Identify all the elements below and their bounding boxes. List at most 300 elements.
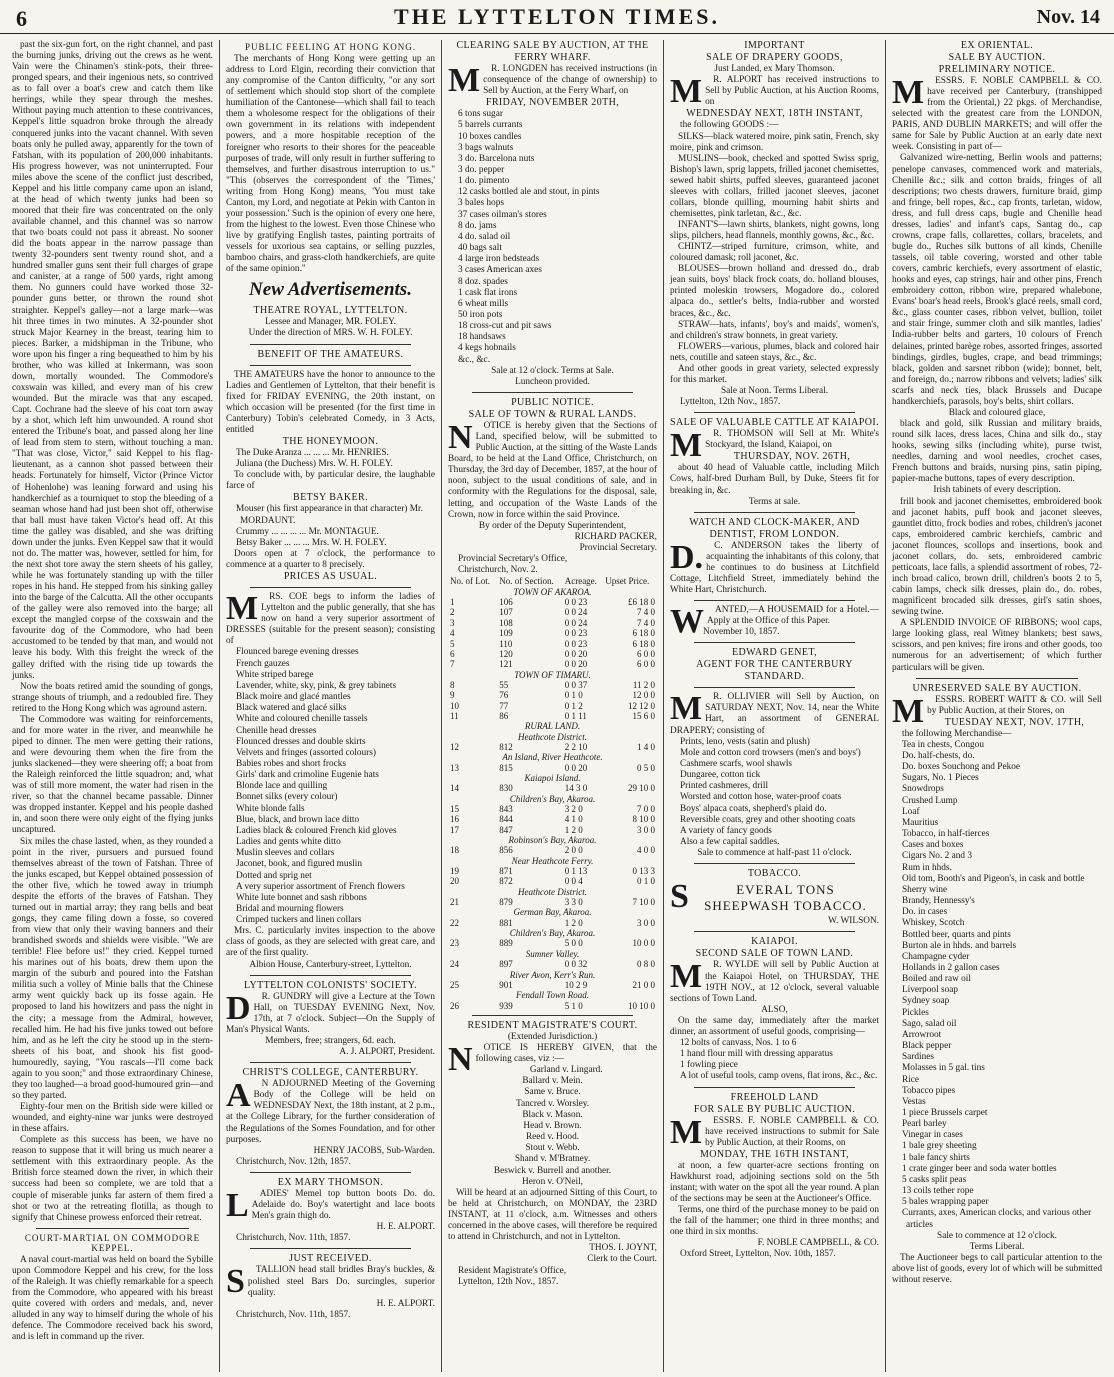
tobacco-heading: TOBACCO. bbox=[747, 868, 802, 880]
table-cell: 19 bbox=[450, 866, 459, 877]
list-item: 6 tons sugar bbox=[458, 109, 503, 120]
section-label: Fendall Town Road. bbox=[516, 990, 589, 1001]
list-item: 8 do. jams bbox=[458, 220, 497, 231]
table-header-row bbox=[448, 576, 657, 586]
column-5 bbox=[886, 40, 1108, 1372]
table-cell: 0 0 20 bbox=[564, 659, 588, 670]
drop-cap: M bbox=[670, 690, 703, 728]
list-item: Girls' dark and crimoline Eugenie hats bbox=[236, 770, 379, 781]
goods-paragraph: And other goods in great variety, selected expressly for this market. bbox=[670, 363, 879, 385]
drop-cap: D bbox=[226, 989, 251, 1027]
list-item: 1 fowling piece bbox=[680, 1060, 738, 1071]
section-label: Kaiapoi Island. bbox=[524, 772, 581, 783]
issue-date: Nov. 14 bbox=[1036, 6, 1100, 28]
table-cell: 0 0 24 bbox=[564, 617, 588, 628]
list-item: Do. half-chests, do. bbox=[902, 751, 975, 761]
half-past-text: Sale to commence at half-past 11 o'clock. bbox=[697, 848, 852, 859]
list-item: Pearl barley bbox=[902, 1119, 947, 1130]
section-row bbox=[448, 794, 657, 804]
table-cell: 26 bbox=[450, 1000, 459, 1011]
table-cell: 7 bbox=[450, 659, 455, 670]
table-cell: 5 0 0 bbox=[564, 938, 583, 949]
list-item: Boiled and raw oil bbox=[902, 974, 971, 985]
coe-ad-text: RS. COE begs to inform the ladies of Lyttelton and the public generally, that she has now on hand a very superior assortment of DRESSES (suitable for the present season); consisting of bbox=[226, 592, 435, 647]
table-row bbox=[448, 1001, 657, 1011]
col-header: Acreage. bbox=[564, 576, 597, 587]
paragraph: Eighty-four men on the British side were killed or wounded, and eighty-nine war junks were destroyed in these affairs. bbox=[12, 1102, 213, 1135]
section-label: Children's Bay, Akaroa. bbox=[509, 793, 596, 804]
freehold-heading: FREEHOLD LAND bbox=[730, 1091, 819, 1103]
table-cell: 856 bbox=[499, 845, 513, 856]
list-item: Black pepper bbox=[902, 1041, 952, 1052]
thomson-text: R. THOMSON will Sell at Mr. White's Stockyard, the Island, Kaiapoi, on bbox=[705, 429, 879, 451]
list-item: Lavender, white, sky, pink, & grey tabinets bbox=[236, 680, 397, 691]
drop-cap: W bbox=[670, 603, 704, 641]
list-item: Rum in hhds. bbox=[902, 862, 952, 873]
divider bbox=[472, 1015, 633, 1016]
ladies-boots-text: ADIES' Memel top button boots Do. do. Adelaide do. Boy's watertight and lace boots Men's grain thigh do. bbox=[251, 1188, 435, 1222]
campbell-text: ESSRS. F. NOBLE CAMPBELL & CO. have received instructions to submit for Sale by Public Auction, at their Rooms, on bbox=[705, 1115, 879, 1148]
list-item: White striped barege bbox=[236, 669, 314, 680]
table-cell: 20 bbox=[450, 876, 459, 887]
table-cell: 11 bbox=[450, 710, 459, 721]
drop-cap: D. bbox=[670, 538, 704, 576]
terms-sale: Terms at sale. bbox=[748, 496, 801, 507]
land-lots-table bbox=[448, 576, 657, 1010]
section-row bbox=[448, 752, 657, 762]
table-cell: 12 0 0 bbox=[632, 690, 655, 701]
column-4 bbox=[664, 40, 886, 1372]
terms-text: Terms Liberal. bbox=[969, 1241, 1025, 1252]
divider bbox=[250, 587, 411, 588]
list-item: Liverpool soap bbox=[902, 985, 959, 996]
drop-cap: S bbox=[670, 878, 689, 916]
table-cell: 55 bbox=[499, 679, 509, 690]
list-item: 1 hand flour mill with dressing apparatus bbox=[680, 1049, 833, 1060]
table-cell: 843 bbox=[499, 804, 513, 814]
goods-paragraph: CHINTZ—striped furniture, crimson, white, and coloured damask; roll jaconet, &c. bbox=[670, 242, 879, 264]
kaiapoi-heading: KAIAPOI. bbox=[751, 936, 798, 948]
goods-list bbox=[448, 109, 657, 366]
table-cell: 6 18 0 bbox=[632, 638, 655, 649]
table-cell: 110 bbox=[499, 638, 513, 649]
table-row bbox=[448, 876, 657, 886]
wilson-signature: W. WILSON. bbox=[828, 916, 879, 927]
table-row bbox=[448, 639, 657, 649]
section-row bbox=[448, 773, 657, 783]
list-item: Printed cashmeres, drill bbox=[680, 781, 769, 792]
amateurs-text: THE AMATEURS have the honor to announce to the Ladies and Gentlemen of Lyttelton, that their benefit is fixed for FRIDAY EVENING, the 20th instant, on which occasion will be presented (for the first time in Canterbury) Tobin's celebrated Comedy, in 3 Acts, entitled bbox=[226, 369, 435, 435]
given-text: OTICE IS HEREBY GIVEN, that the following cases, viz :— bbox=[475, 1043, 657, 1065]
landed-text: Just Landed, ex Mary Thomson. bbox=[714, 64, 835, 74]
drop-cap: M bbox=[670, 427, 703, 465]
alport-auction-text: R. ALPORT has received instructions to Sell by Public Auction, at his Auction Rooms, on bbox=[705, 75, 879, 108]
betsy-baker-title: BETSY BAKER. bbox=[293, 492, 368, 504]
jacobs-signature: HENRY JACOBS, Sub-Warden. bbox=[313, 1145, 435, 1156]
list-item: 5 barrels currants bbox=[458, 120, 523, 131]
list-item: French gauzes bbox=[236, 658, 290, 669]
table-cell: 23 bbox=[450, 938, 459, 949]
section-label: Sumner Valley. bbox=[525, 948, 580, 959]
list-item: Sago, salad oil bbox=[902, 1018, 957, 1029]
list-item: Reversible coats, grey and other shooting coats bbox=[680, 814, 856, 825]
drop-cap: S bbox=[226, 1263, 245, 1301]
table-cell: 2 0 0 bbox=[564, 845, 583, 856]
public-feeling-heading: PUBLIC FEELING AT HONG KONG. bbox=[244, 42, 417, 52]
table-cell: 15 bbox=[450, 804, 459, 814]
also-text: On the same day, immediately after the market dinner, an assortment of useful goods, comprising— bbox=[670, 1015, 879, 1037]
paragraph: past the six-gun fort, on the right channel, and past the burning junks, driving out the crews as he went. Vain were the Chinamen's stink-pots, their three-pronged spears, and their ingenious nets, so contrived as to fall over a boat's crew and catch them like herrings, while they spear through the meshes. Without paying much attention to these contrivances, Keppel's little squadron broke through the already conquered junks into the vacant channel. With seven boats only he pulled away, apparently for the town of Fatshan, with its population of 200,000 inhabitants. His progress however, was not uninterrupted. Four miles above the scene of the conflict just described, Keppel and his little company came upon an island, at the head of which twenty junks had been so moored that their fire was concentrated on the only available channel, and this channel was so narrow that two boats could not pass it abreast. No sooner did the boats appear in the narrow passage than twenty 32-pounders sent twenty round shot, and a hundred smaller guns sent their full charges of grape and canister, at a range of 500 yards, right among them. No gunners could have worked those 32-pounder guns better, or thrown the round shot straighter. Keppel's galley—not a large mark—was hit three times in two minutes. A 32-pounder shot struck Major Kearney in the breast, tearing him to pieces. Barker, a midshipman in the Tribune, who wore upon his finger a ring bequeathed to him by his brother, who was killed at Inkermann, was soon down, mortally wounded. The Commodore's coxswain was killed, and every man of his crew wounded. But the miracle was that any escaped. Capt. Cochrane had the sleeve of his coat torn away by a shot, which left him unwounded. A round shot entered the Tribune's boat, and passed along her line of lead from stem to stern, without touching a man. "That was close, Victor," said Keppel to his flag-lieutenant, as a cannon shot passed between their heads. Fortunately for himself, Victor (Prince Victor of Hohenlohe) was leaning forward and using his handkerchief as a tourniquet to stop the bleeding of a seaman whose hand had just been shot off, otherwise that ball must have taken Victor's head off. At this time the galley was disabled, and she was drifting down under the junks. Even Keppel saw that it would not do. The matter was, however, settled for him, for the next shot tore away the stern sheets of his galley, while he was fortunately standing up with the tiller ropes in his hand. He stepped from his sinking galley into the barge of the Calcutta. All the other occupants of the galley were also removed into the barge; all except the mangled corpse of the coxswain and the favourite dog of the Commodore, who had been accustomed to be tended by that man, and would not leave his body. With this freight the wreck of the galley drifted with the rising tide up towards the junks. bbox=[12, 40, 213, 681]
table-cell: 0 0 20 bbox=[564, 648, 588, 659]
table-cell: 0 0 24 bbox=[564, 607, 588, 618]
table-cell: 8 10 0 bbox=[632, 814, 655, 825]
table-row bbox=[448, 980, 657, 990]
divider bbox=[694, 642, 855, 643]
friday-date: FRIDAY, NOVEMBER 20TH, bbox=[485, 97, 620, 109]
list-item: Chenille head dresses bbox=[236, 725, 317, 736]
table-row bbox=[448, 690, 657, 700]
goods-paragraph: BLOUSES—brown holland and dressed do., drab jean suits, boys' black frock coats, do. holland blouses, printed moleskin trowsers, Mogadore do., colored alpaca do., settler's belts, India-rubber and worsted braces, &c., &c. bbox=[670, 264, 879, 319]
section-label: Children's Bay, Akaroa. bbox=[509, 928, 596, 939]
list-item: Loaf bbox=[902, 806, 920, 817]
table-cell: 17 bbox=[450, 824, 459, 835]
list-item: Crimped tuckers and linen collars bbox=[236, 915, 362, 926]
drapery-items-list bbox=[670, 737, 879, 849]
newspaper-title: THE LYTTELTON TIMES. bbox=[394, 4, 720, 29]
divider bbox=[250, 1062, 411, 1063]
section-row bbox=[448, 721, 657, 731]
table-cell: 847 bbox=[499, 824, 513, 835]
table-cell: 4 0 0 bbox=[637, 845, 655, 856]
tuesday-date: TUESDAY NEXT, NOV. 17TH, bbox=[944, 716, 1085, 728]
divider bbox=[250, 1248, 411, 1249]
campbell-text-2: at noon, a few quarter-acre sections fronting on Hawkhurst road, adjoining sections sold on the 5th instant; with water on the spot all the year round. A plan of the sections may be seen at the Auctioneer's Office. bbox=[670, 1160, 879, 1204]
list-item: Pickles bbox=[902, 1007, 929, 1018]
list-item: 13 coils tether rope bbox=[902, 1186, 974, 1197]
table-row bbox=[448, 742, 657, 752]
case-item: Garland v. Lingard. bbox=[529, 1065, 603, 1076]
table-cell: £6 18 0 bbox=[628, 597, 655, 608]
table-row bbox=[448, 938, 657, 948]
table-row bbox=[448, 701, 657, 711]
section-row bbox=[448, 856, 657, 866]
section-label: An Island, River Heathcote. bbox=[502, 752, 603, 763]
table-row bbox=[448, 845, 657, 855]
list-item: Cashmere scarfs, wool shawls bbox=[680, 758, 793, 769]
honeymoon-title: THE HONEYMOON. bbox=[282, 435, 379, 447]
list-item: Crushed Lump bbox=[902, 795, 958, 806]
list-item: Currants, axes, American clocks, and various other articles bbox=[902, 1208, 1092, 1230]
list-item: Hollands in 2 gallon cases bbox=[902, 962, 1000, 973]
drop-cap: L bbox=[226, 1186, 249, 1224]
case-item: Tancred v. Worsley. bbox=[515, 1098, 590, 1109]
monday-date: MONDAY, THE 16TH INSTANT, bbox=[699, 1148, 850, 1160]
table-cell: 901 bbox=[499, 979, 513, 990]
mag-date: Lyttelton, 12th Nov., 1857. bbox=[458, 1276, 559, 1287]
adjourned-text: N ADJOURNED Meeting of the Governing Body of the College will be held on WEDNESDAY Next, the 18th instant, at 2 p.m., at the College Library, for the further consideration of the Regulations of the Somes Foundation, and for other purposes. bbox=[226, 1079, 435, 1145]
list-item: Jaconet, book, and figured muslin bbox=[236, 859, 362, 870]
extended-text: (Extended Jurisdiction.) bbox=[507, 1031, 598, 1042]
list-item: Dotted and sprig net bbox=[236, 870, 312, 881]
table-cell: 10 10 0 bbox=[628, 1000, 655, 1011]
list-item: 3 do. pepper bbox=[458, 164, 505, 175]
list-item: 3 cases American axes bbox=[458, 265, 542, 276]
list-item: 50 iron pots bbox=[458, 310, 503, 320]
table-cell: 830 bbox=[499, 783, 513, 794]
table-cell: 939 bbox=[499, 1000, 513, 1011]
list-item: 1 bale grey sheeting bbox=[902, 1141, 977, 1152]
anderson-text: C. ANDERSON takes the liberty of acquainting the inhabitants of this colony, that he continues to do business at Litchfield Cottage, Litchfield Street, immediately behind the White Hart, Christchurch. bbox=[670, 540, 879, 595]
merch-text: the following Merchandise— bbox=[902, 728, 1012, 739]
stallion-text: TALLION head stall bridles Bray's buckles, & polished steel Bars Do. surcingles, superior quality. bbox=[247, 1265, 435, 1298]
list-item: White blonde falls bbox=[236, 803, 305, 814]
wednesday-date: WEDNESDAY NEXT, 18TH INSTANT, bbox=[686, 108, 863, 120]
lessee: Lessee and Manager, MR. FOLEY. bbox=[265, 317, 396, 328]
list-item: 1 cask flat irons bbox=[458, 287, 518, 298]
list-item: Cases and boxes bbox=[902, 840, 964, 851]
goods-paragraph: INFANT'S—lawn shirts, blankets, night gowns, long slips, pilchers, head flannels, monthly gowns, &c., &c. bbox=[670, 220, 879, 242]
list-item: Sydney soap bbox=[902, 996, 950, 1007]
table-cell: 0 1 13 bbox=[564, 866, 588, 877]
ollivier-text: R. OLLIVIER will Sell by Auction, on SATURDAY NEXT, Nov. 14, near the White Hart, an assortment of GENERAL DRAPERY; consisting of bbox=[670, 692, 879, 736]
office-text: Provincial Secretary's Office, bbox=[458, 554, 568, 565]
table-cell: 1 2 0 bbox=[564, 917, 583, 928]
list-item: Tobacco, in half-tierces bbox=[902, 829, 990, 840]
section-label: Near Heathcote Ferry. bbox=[511, 855, 594, 866]
mag-office: Resident Magistrate's Office, bbox=[458, 1265, 567, 1276]
alport-signature: H. E. ALPORT. bbox=[376, 1298, 435, 1309]
goods-paragraph: MUSLINS—book, checked and spotted Swiss sprig, Bishop's lawn, sprig lappets, frilled jaconet chemisettes, sewed habit shirts, puffed sleeves, guaranteed jaconet sleeves with collars, frilled jaconet sleeves, jaconet collars, blonde quilling, mourning habit shirts and chemisettes, pink tarletan, &c., &c. bbox=[670, 153, 879, 219]
list-item: Flounced dresses and double skirts bbox=[236, 736, 366, 747]
freehold-subheading: FOR SALE BY PUBLIC AUCTION. bbox=[693, 1103, 856, 1115]
table-row bbox=[448, 628, 657, 638]
commence-text: Sale to commence at 12 o'clock. bbox=[937, 1230, 1057, 1241]
table-cell: 7 0 0 bbox=[637, 804, 655, 814]
watch-heading: WATCH AND CLOCK-MAKER, AND DENTIST, FROM LONDON. bbox=[689, 516, 860, 540]
following-text: the following GOODS :— bbox=[680, 120, 779, 131]
divider bbox=[250, 975, 411, 976]
list-item: Babies robes and short frocks bbox=[236, 759, 346, 769]
campbell-address: Oxford Street, Lyttelton, Nov. 10th, 1857. bbox=[680, 1249, 836, 1260]
divider bbox=[694, 412, 855, 413]
table-cell: 86 bbox=[499, 710, 509, 721]
table-cell: 872 bbox=[499, 876, 513, 887]
splendid-text: A SPLENDID INVOICE OF RIBBONS; wool caps, large looking glass, real Witney blankets; best saws, scissors, and pen knives; fire irons and other goods, too numerous for an advertisement; of which further particulars will be given. bbox=[892, 618, 1102, 673]
section-row bbox=[448, 835, 657, 845]
section-label: Heathcote District. bbox=[518, 731, 587, 742]
cast-line: The Duke Aranza ... ... ... Mr. HENRIES. bbox=[236, 447, 389, 458]
table-row bbox=[448, 680, 657, 690]
table-cell: 0 1 2 bbox=[564, 700, 583, 711]
table-cell: 3 0 0 bbox=[637, 824, 655, 835]
case-item: Heron v. O'Neil, bbox=[522, 1176, 583, 1187]
col-header: No. of Lot. bbox=[450, 576, 490, 587]
divider bbox=[694, 863, 855, 864]
table-row bbox=[448, 814, 657, 824]
case-item: Ballard v. Mein. bbox=[522, 1076, 583, 1087]
col-header: Upset Price. bbox=[605, 576, 650, 587]
alport-signature: H. E. ALPORT. bbox=[376, 1222, 435, 1233]
merchandise-list bbox=[892, 740, 1102, 1231]
list-item: 8 doz. spades bbox=[458, 276, 508, 287]
table-cell: 108 bbox=[499, 617, 513, 628]
table-row bbox=[448, 804, 657, 814]
list-item: Ladies and gents white ditto bbox=[236, 837, 341, 848]
drop-cap: M bbox=[670, 1113, 703, 1151]
table-cell: 0 0 32 bbox=[564, 959, 588, 970]
list-item: Flounced barege evening dresses bbox=[236, 647, 359, 658]
table-cell: 13 bbox=[450, 762, 459, 773]
section-row bbox=[448, 887, 657, 897]
table-cell: 0 0 23 bbox=[564, 628, 588, 639]
list-item: Blue, black, and brown lace ditto bbox=[236, 814, 360, 825]
table-cell: 3 bbox=[450, 617, 455, 628]
section-label: Heathcote District. bbox=[518, 886, 587, 897]
section-row bbox=[448, 907, 657, 917]
list-item: 5 bales wrapping paper bbox=[902, 1197, 989, 1208]
galvanized-text: Galvanized wire-netting, Berlin wools and patterns; penelope canvases, commenced work and materials, Chenille &c.; silk and cotton braids, fringes of all descriptions; two chests drawers, furniture braid, gimp and fringe, bell ropes, &c., cap fronts, tarletan, widow, dress, and full dress caps, bugle and Chenille head dresses, ladies' and infant's caps, Santag do., cap crowns, crape falls, collarettes, collars, bracelets, and bugle do., Ruches silk buttons of all kinds, Chenille tassels, oil table covering, worsted and other table covers, cambric kerchiefs, every assortment of elastic, hooks and eyes, cap strings, hair and other pins, French embroidery cotton, ribbon wire, prepared whalebone, Evans' boar's head reels, Brook's glacé reels, small cord, &c., glass counter cases, ribbon velvet, bullion, toilet and stair fringe, summer cloth and silk mantles, ladies' India-rubber belts and garters, 10 colours of French delaines, printed barège robes, assorted fringes, assorted bindings, girdles, bugles, crape, and bead trimmings; black, golden and sarsnet ribbon (wide); bonnet, belt, and foreign, do.; narrow ribbons and velvets; ladies' silk scarfs and neck ties, black Brussels and Ducape handkerchiefs, parasols, boy's belts, shirt collars. bbox=[892, 153, 1102, 407]
table-cell: 18 bbox=[450, 845, 459, 856]
section-label: TOWN OF TIMARU. bbox=[514, 669, 591, 680]
alport-signature: A. J. ALPORT, President. bbox=[339, 1047, 435, 1058]
masthead bbox=[0, 0, 1114, 34]
table-cell: 815 bbox=[499, 762, 513, 773]
list-item: 1 crate ginger beer and soda water bottles bbox=[902, 1163, 1057, 1174]
table-cell: 5 1 0 bbox=[564, 1000, 583, 1011]
drop-cap: M bbox=[670, 73, 703, 111]
table-cell: 7 4 0 bbox=[637, 617, 655, 628]
cast-line: Mouser (his first appearance in that character) Mr. MORDAUNT. bbox=[236, 504, 423, 526]
case-item: Black v. Mason. bbox=[522, 1109, 583, 1120]
column-3 bbox=[442, 40, 664, 1372]
sale-noon: Sale at Noon. Terms Liberal. bbox=[720, 385, 829, 396]
divider bbox=[694, 1087, 855, 1088]
useful-goods-list bbox=[670, 1038, 879, 1083]
table-cell: 7 4 0 bbox=[637, 607, 655, 618]
just-received-heading: JUST RECEIVED. bbox=[289, 1253, 372, 1265]
drapery-goods-list bbox=[670, 132, 879, 386]
court-martial-heading: COURT-MARTIAL ON COMMODORE KEPPEL. bbox=[24, 1232, 201, 1253]
table-cell: 1 bbox=[450, 597, 455, 608]
lyttelton-date: Lyttelton, 12th Nov., 1857. bbox=[680, 397, 781, 408]
list-item: 12 bolts of canvass, Nos. 1 to 6 bbox=[680, 1037, 797, 1048]
list-item: Whiskey, Scotch bbox=[902, 918, 965, 929]
thomson-text-2: about 40 head of Valuable cattle, including Milch Cows, half-bred Durham Bull, by Duke, Steers fit for breaking in, &c. bbox=[670, 463, 879, 496]
column-1 bbox=[6, 40, 220, 1372]
divider bbox=[472, 392, 633, 393]
divider bbox=[694, 600, 855, 601]
table-cell: 25 bbox=[450, 979, 459, 990]
resident-court-heading: RESIDENT MAGISTRATE'S COURT. bbox=[467, 1019, 638, 1031]
table-cell: 12 bbox=[450, 741, 459, 752]
table-cell: 121 bbox=[499, 659, 513, 670]
case-item: Head v. Brown. bbox=[523, 1120, 582, 1131]
paragraph: Complete as this success has been, we have no reason to suppose that it will bring us much nearer a settlement with this extraordinary people. As the British force steamed down the river, in which their success had been so complete, we are told that a couple of miserable junks far astern of them fired a shot or two at the retreating flotilla, as though to signify that Chinese prowess enforced their retreat. bbox=[12, 1135, 213, 1223]
list-item: Vestas bbox=[902, 1096, 926, 1107]
table-cell: 15 6 0 bbox=[632, 710, 655, 721]
table-cell: 881 bbox=[499, 917, 513, 928]
list-item: 3 bags walnuts bbox=[458, 142, 514, 153]
list-item: 18 cross-cut and pit saws bbox=[458, 321, 552, 332]
drop-cap: M bbox=[670, 958, 703, 996]
direction: Under the direction of MRS. W. H. FOLEY. bbox=[248, 328, 413, 339]
list-item: Ladies black & coloured French kid gloves bbox=[236, 825, 397, 836]
ex-oriental-heading: EX ORIENTAL. bbox=[960, 40, 1034, 51]
section-row bbox=[448, 587, 657, 597]
thursday-date: THURSDAY, NOV. 26TH, bbox=[733, 451, 851, 463]
list-item: Worsted and cotton hose, water-proof coats bbox=[680, 792, 842, 803]
table-cell: 6 0 0 bbox=[637, 659, 655, 670]
coe-close: Mrs. C. particularly invites inspection to the above class of goods, as they are selected with great care, and are of the first quality. bbox=[226, 926, 435, 959]
table-cell: 21 bbox=[450, 897, 459, 908]
list-item: Sherry wine bbox=[902, 884, 948, 895]
table-cell: 0 0 4 bbox=[564, 876, 583, 887]
luncheon: Luncheon provided. bbox=[515, 376, 590, 387]
prices-text: PRICES AS USUAL. bbox=[283, 571, 378, 583]
table-cell: 812 bbox=[499, 741, 513, 752]
case-item: Shand v. M'Bratney. bbox=[514, 1154, 591, 1165]
list-item: White and coloured chenille tassels bbox=[236, 714, 368, 725]
table-cell: 0 0 37 bbox=[564, 679, 588, 690]
paragraph: Now the boats retired amid the sounding of gongs, strange shouts of triumph, and a redoubled fire. They retired to the Hong Kong which was aground astern. bbox=[12, 681, 213, 714]
public-feeling-text: The merchants of Hong Kong were getting up an address to Lord Elgin, recording their conviction that any compromise of the Canton difficulty, "or any sort of settlement which should stop short of the complete humiliation of the Cantonese—which shall fail to teach them a wholesome respect for the obligations of their own government in its relations with independent powers, and a more hospitable reception of the foreigner who resorts to their shores for the peaceable purposes of trade, will only result in further suffering to themselves, and further disastrous interruption to us." "This (observes the correspondent of the 'Times,' writing from Hong Kong) means, 'You must take Canton, my Lord, and negotiate at Pekin with Canton in your possession.' Such is the opinion of every one here, from the highest to the lowest. Even those Chinese who live by gratifying English tastes, painting portraits of vessels for uxorious sea captains, or selling puzzles, bamboo chairs, and grass-cloth handkerchiefs, are quite of the same opinion." bbox=[226, 54, 435, 275]
important-heading: IMPORTANT bbox=[744, 40, 805, 51]
case-item: Same v. Bruce. bbox=[524, 1087, 581, 1098]
table-cell: 77 bbox=[499, 700, 509, 711]
list-item: 12 casks bottled ale and stout, in pints bbox=[458, 187, 600, 198]
packer-title: Provincial Secretary. bbox=[579, 542, 657, 553]
paragraph: The Commodore was waiting for reinforcements, and for more water in the river, and meanwhile he piped to dinner. The men were getting their rations, and were devouring them when the fire from the junks slackened—they were sheering off; a boat from the Raleigh reinforced the little squadron; and, what was of still more moment, the water had risen in the river, so that the channel became passable. Dinner was dropped instanter. Keppel and his people dashed in, and soon there were only eight of the flying junks uncaptured. bbox=[12, 714, 213, 836]
colonists-heading: LYTTELTON COLONISTS' SOCIETY. bbox=[243, 979, 418, 991]
list-item: Old tom, Booth's and Pigeon's, in cask and bottle bbox=[902, 873, 1085, 884]
table-row bbox=[448, 763, 657, 773]
table-cell: 879 bbox=[499, 897, 513, 908]
goods-paragraph: STRAW—hats, infants', boy's and maids', women's, and children's straw bonnets, in great variety. bbox=[670, 319, 879, 341]
table-row bbox=[448, 866, 657, 876]
clearing-sale-heading: CLEARING SALE BY AUCTION, AT THE FERRY WHARF. bbox=[456, 40, 649, 63]
frill-text: frill book and jaconet chemisettes, embroidered book and jaconet habits, puff book and jaconet sleeves, gauntlet ditto, frock bodies and robes, children's jaconet caps, embroidered cambric kerchiefs, cambric and jaconet flounces, scollops and insertions, book and jaconet collars, do. sets, embroidered cambric petticoats, lace falls, a splendid assortment of robes, 72-inch broad calico, brown drill, children's boots 2 to 5, cabin lamps, check silk dresses, plain do., do. robes, magnificent brocaded silk dresses, girl's satin shoes, sewing twine. bbox=[892, 496, 1102, 618]
table-cell: 5 bbox=[450, 638, 455, 649]
theatre-heading: THEATRE ROYAL, LYTTELTON. bbox=[253, 305, 408, 317]
drapery-heading: SALE OF DRAPERY GOODS, bbox=[706, 52, 843, 63]
list-item: Brandy, Hennessy's bbox=[902, 896, 975, 907]
list-item: Molasses in 5 gal. tins bbox=[902, 1063, 985, 1074]
list-item: A lot of useful tools, camp ovens, flat irons, &c., &c. bbox=[680, 1071, 878, 1082]
list-item: Do. boxes Souchong and Pekoe bbox=[902, 762, 1021, 773]
table-cell: 1 4 0 bbox=[637, 741, 655, 752]
table-row bbox=[448, 783, 657, 793]
irish-text: Irish tabinets of every description. bbox=[933, 485, 1061, 496]
table-cell: 106 bbox=[499, 597, 513, 608]
auctioneer-text: The Auctioneer begs to call particular attention to the above list of goods, every lot of which will be submitted without reserve. bbox=[892, 1253, 1102, 1286]
table-cell: 11 2 0 bbox=[632, 679, 655, 690]
divider bbox=[916, 678, 1078, 679]
table-cell: 6 0 0 bbox=[637, 648, 655, 659]
list-item: 5 casks split peas bbox=[902, 1174, 967, 1185]
table-cell: 14 3 0 bbox=[564, 783, 588, 794]
table-cell: 76 bbox=[499, 690, 509, 701]
drop-cap: N bbox=[448, 1041, 473, 1079]
section-row bbox=[448, 732, 657, 742]
table-cell: 12 12 0 bbox=[628, 700, 655, 711]
list-item: Tea in chests, Congou bbox=[902, 739, 984, 750]
list-item: 4 do. salad oil bbox=[458, 231, 511, 242]
page-number: 6 bbox=[16, 6, 27, 31]
list-item: Champagne cyder bbox=[902, 951, 970, 962]
divider bbox=[250, 344, 411, 345]
table-cell: 6 18 0 bbox=[632, 628, 655, 639]
list-item: 1 piece Brussels carpet bbox=[902, 1108, 988, 1118]
